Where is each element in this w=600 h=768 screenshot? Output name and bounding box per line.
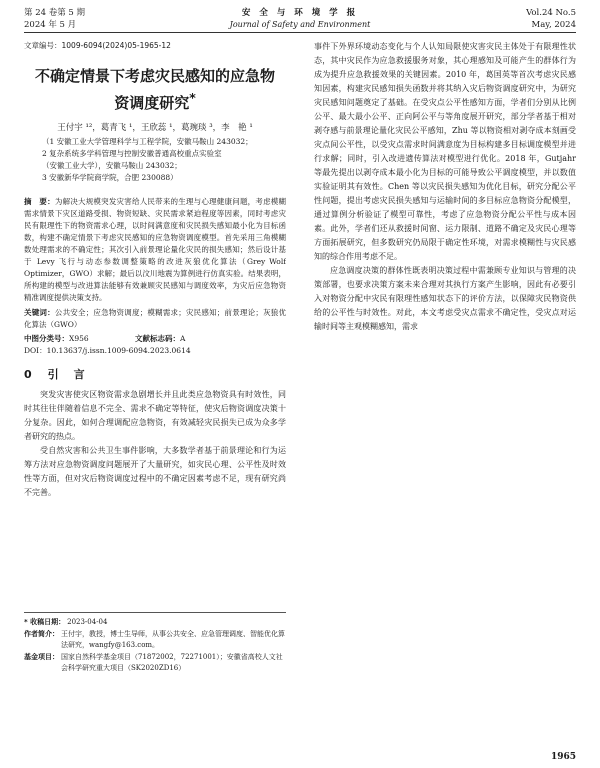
intro-paragraph: 事件下外界环境动态变化与个人认知局限使灾害灾民主体处于有限理性状态，其中灾民作为应急救援服务对象，其心理感知及可能产生的群体行为成为提升应急救援效果的关键因素。2010 年，葛国英等首次考虑灾民感知因素，构建灾民感知损失函数并将其纳入灾后物资调度研究中，为研究灾民感知问题奠定了基础。在受灾点公平性感知方面，学者们分别从比例公平、最大最小公平、正向阿公平与等角度展开研究，部分学者基于相对剥夺感与前景理论量化灾民公平感知，Zhu 等以物资相对剥夺成本刻画受灾点间公平性，以受灾点需求时间满意度为目标构建多目标调度模型并进行求解；同时，引入改进遗传算法对模型进行优化。2018 年，Gutjahr 等最先提出以剥夺成本最小化为目标的可能导致公平调度模型，并以数值实验证明其有效性。Chen 等以灾民损失感知为优化目标，研究分配公平性问题，提出考虑灾民损失感知与运输时间的多目标应急物资分配模型，通过算例分析验证了模型可靠性，考虑了应急物资分配公平性与成本因素。此外，学者们还从救援时间窗、运力限制、道路不确定及灾民心理等方面拓展研究，但多数研究仍局限于确定性环境，对需求模糊性与灾民感知的综合作用考虑不足。 [314, 42, 576, 261]
keywords-label: 关键词： [24, 308, 55, 317]
running-header [24, 6, 576, 33]
section-title: 引 言 [47, 368, 87, 381]
abstract-text: 为解决大规模突发灾害给人民带来的生理与心理健康问题，考虑模糊需求情景下灾区道路受损、物资短缺、灾民需求紧迫程度等因素，同时考虑灾民有限理性下的物资需求心理，以时间满意度和灾民损失感知最小化为目标函数，构建不确定情景下考虑灾民感知的应急物资调度模型。首先采用三角模糊数处理需求的不确定性；其次引入前景理论量化灾民的损失感知；然后设计基于 Levy 飞行与动态参数调整策略的改进灰狼优化算法（Grey Wolf Optimizer，GWO）求解；最后以汶川地震为算例进行仿真实验。结果表明，所构建的模型与改进算法能够有效兼顾灾民感知与调度效率，为灾后应急物资精准调度提供决策支持。 [24, 197, 286, 302]
intro-paragraph: 突发灾害使灾区物资需求急剧增长并且此类应急物资具有时效性，同时其往往伴随着信息不完全、需求不确定等特征，使灾后物资调度决策十分复杂。因此，如何合理调配应急物资，有效减轻灾民损失已成为众多学者研究的热点。 [24, 390, 286, 441]
footnote-key: 基金项目： [24, 652, 59, 661]
footnote [24, 612, 286, 675]
volume-issue: 第 24 卷第 5 期 [24, 8, 86, 18]
abstract [24, 196, 286, 304]
author-list: 王付宇 ¹²，葛青飞 ¹，王欣蕊 ¹，葛琬琰 ³，李 艳 ¹ [57, 123, 253, 133]
intro-paragraph: 应急调度决策的群体性既表明决策过程中需兼顾专业知识与管理的决策部署，也要求决策方案未来合理对其执行方案产生影响，因此有必要引入对物资分配中灾民有限理性感知状态下的评价方法，以保障灾民物资供给的公平性与时效性。对此，本文考虑受灾点需求不确定性，受灾点对运输时间等主观模糊感知，需求 [314, 266, 576, 331]
affiliation-line: （安徽工业大学），安徽马鞍山 243032； [42, 161, 182, 170]
paper-title [30, 65, 280, 114]
footnote-key: 作者简介： [24, 629, 59, 638]
issue-date: 2024 年 5 月 [24, 20, 77, 30]
journal-name-cn: 安 全 与 环 境 学 报 [241, 8, 359, 18]
doc-code-value: A [180, 334, 186, 343]
article-number: 文章编号：1009-6094(2024)05-1965-12 [24, 41, 171, 50]
paper-title-text: 不确定情景下考虑灾民感知的应急物资调度研究 [34, 67, 275, 112]
classification [24, 333, 286, 357]
clc-value: X956 [69, 334, 89, 343]
footnote-line [24, 652, 286, 675]
keywords-text: 公共安全；应急物资调度；模糊需求；灾民感知；前景理论；灰狼优化算法（GWO） [24, 308, 286, 329]
section-heading [24, 366, 286, 382]
volume-issue-en: Vol.24 No.5 [526, 8, 576, 18]
affiliation-line: 2 复杂系统多学科管理与控制安徽普通高校重点实验室 [42, 149, 222, 158]
intro-paragraph: 受自然灾害和公共卫生事件影响，大多数学者基于前景理论和行为运筹方法对应急物资调度问题展开了大量研究，如灾民心理、公平性及时效性等方面，但对灾后物资调度过程中的不确定因素考虑不足，现有研究尚不完善。 [24, 446, 286, 497]
footnote-line [24, 629, 286, 652]
abstract-label: 摘 要： [24, 197, 55, 206]
title-footnote-mark: * [189, 90, 196, 105]
footnote-key: * 收稿日期： [24, 618, 66, 626]
keywords [24, 307, 286, 331]
doi: DOI：10.13637/j.issn.1009-6094.2023.0614 [24, 346, 191, 355]
footnote-value: 2023-04-04 [67, 618, 108, 626]
footnote-value: 国家自然科学基金项目（71872002，72271001）；安徽省高校人文社会科学研究重大项目（SK2020ZD16） [61, 652, 283, 672]
journal-name-en: Journal of Safety and Environment [229, 20, 371, 29]
doc-code-label: 文献标志码： [135, 334, 181, 343]
affiliation-line: （1 安徽工业大学管理科学与工程学院，安徽马鞍山 243032； [42, 137, 253, 146]
affiliation-line: 3 安徽新华学院商学院，合肥 230088） [42, 173, 178, 182]
footnote-value: 王付宇，教授，博士生导师，从事公共安全、应急管理调度、智能优化算法研究，wangfy@163.com。 [61, 629, 285, 649]
clc-label: 中图分类号： [24, 334, 69, 343]
header-right [526, 7, 576, 31]
page-number: 1965 [550, 752, 576, 762]
header-center [24, 7, 576, 31]
section-number: 0 [24, 368, 34, 381]
right-column [314, 40, 576, 730]
footnote-line [24, 617, 286, 629]
affiliations [24, 136, 286, 184]
issue-date-en: May, 2024 [531, 20, 576, 30]
